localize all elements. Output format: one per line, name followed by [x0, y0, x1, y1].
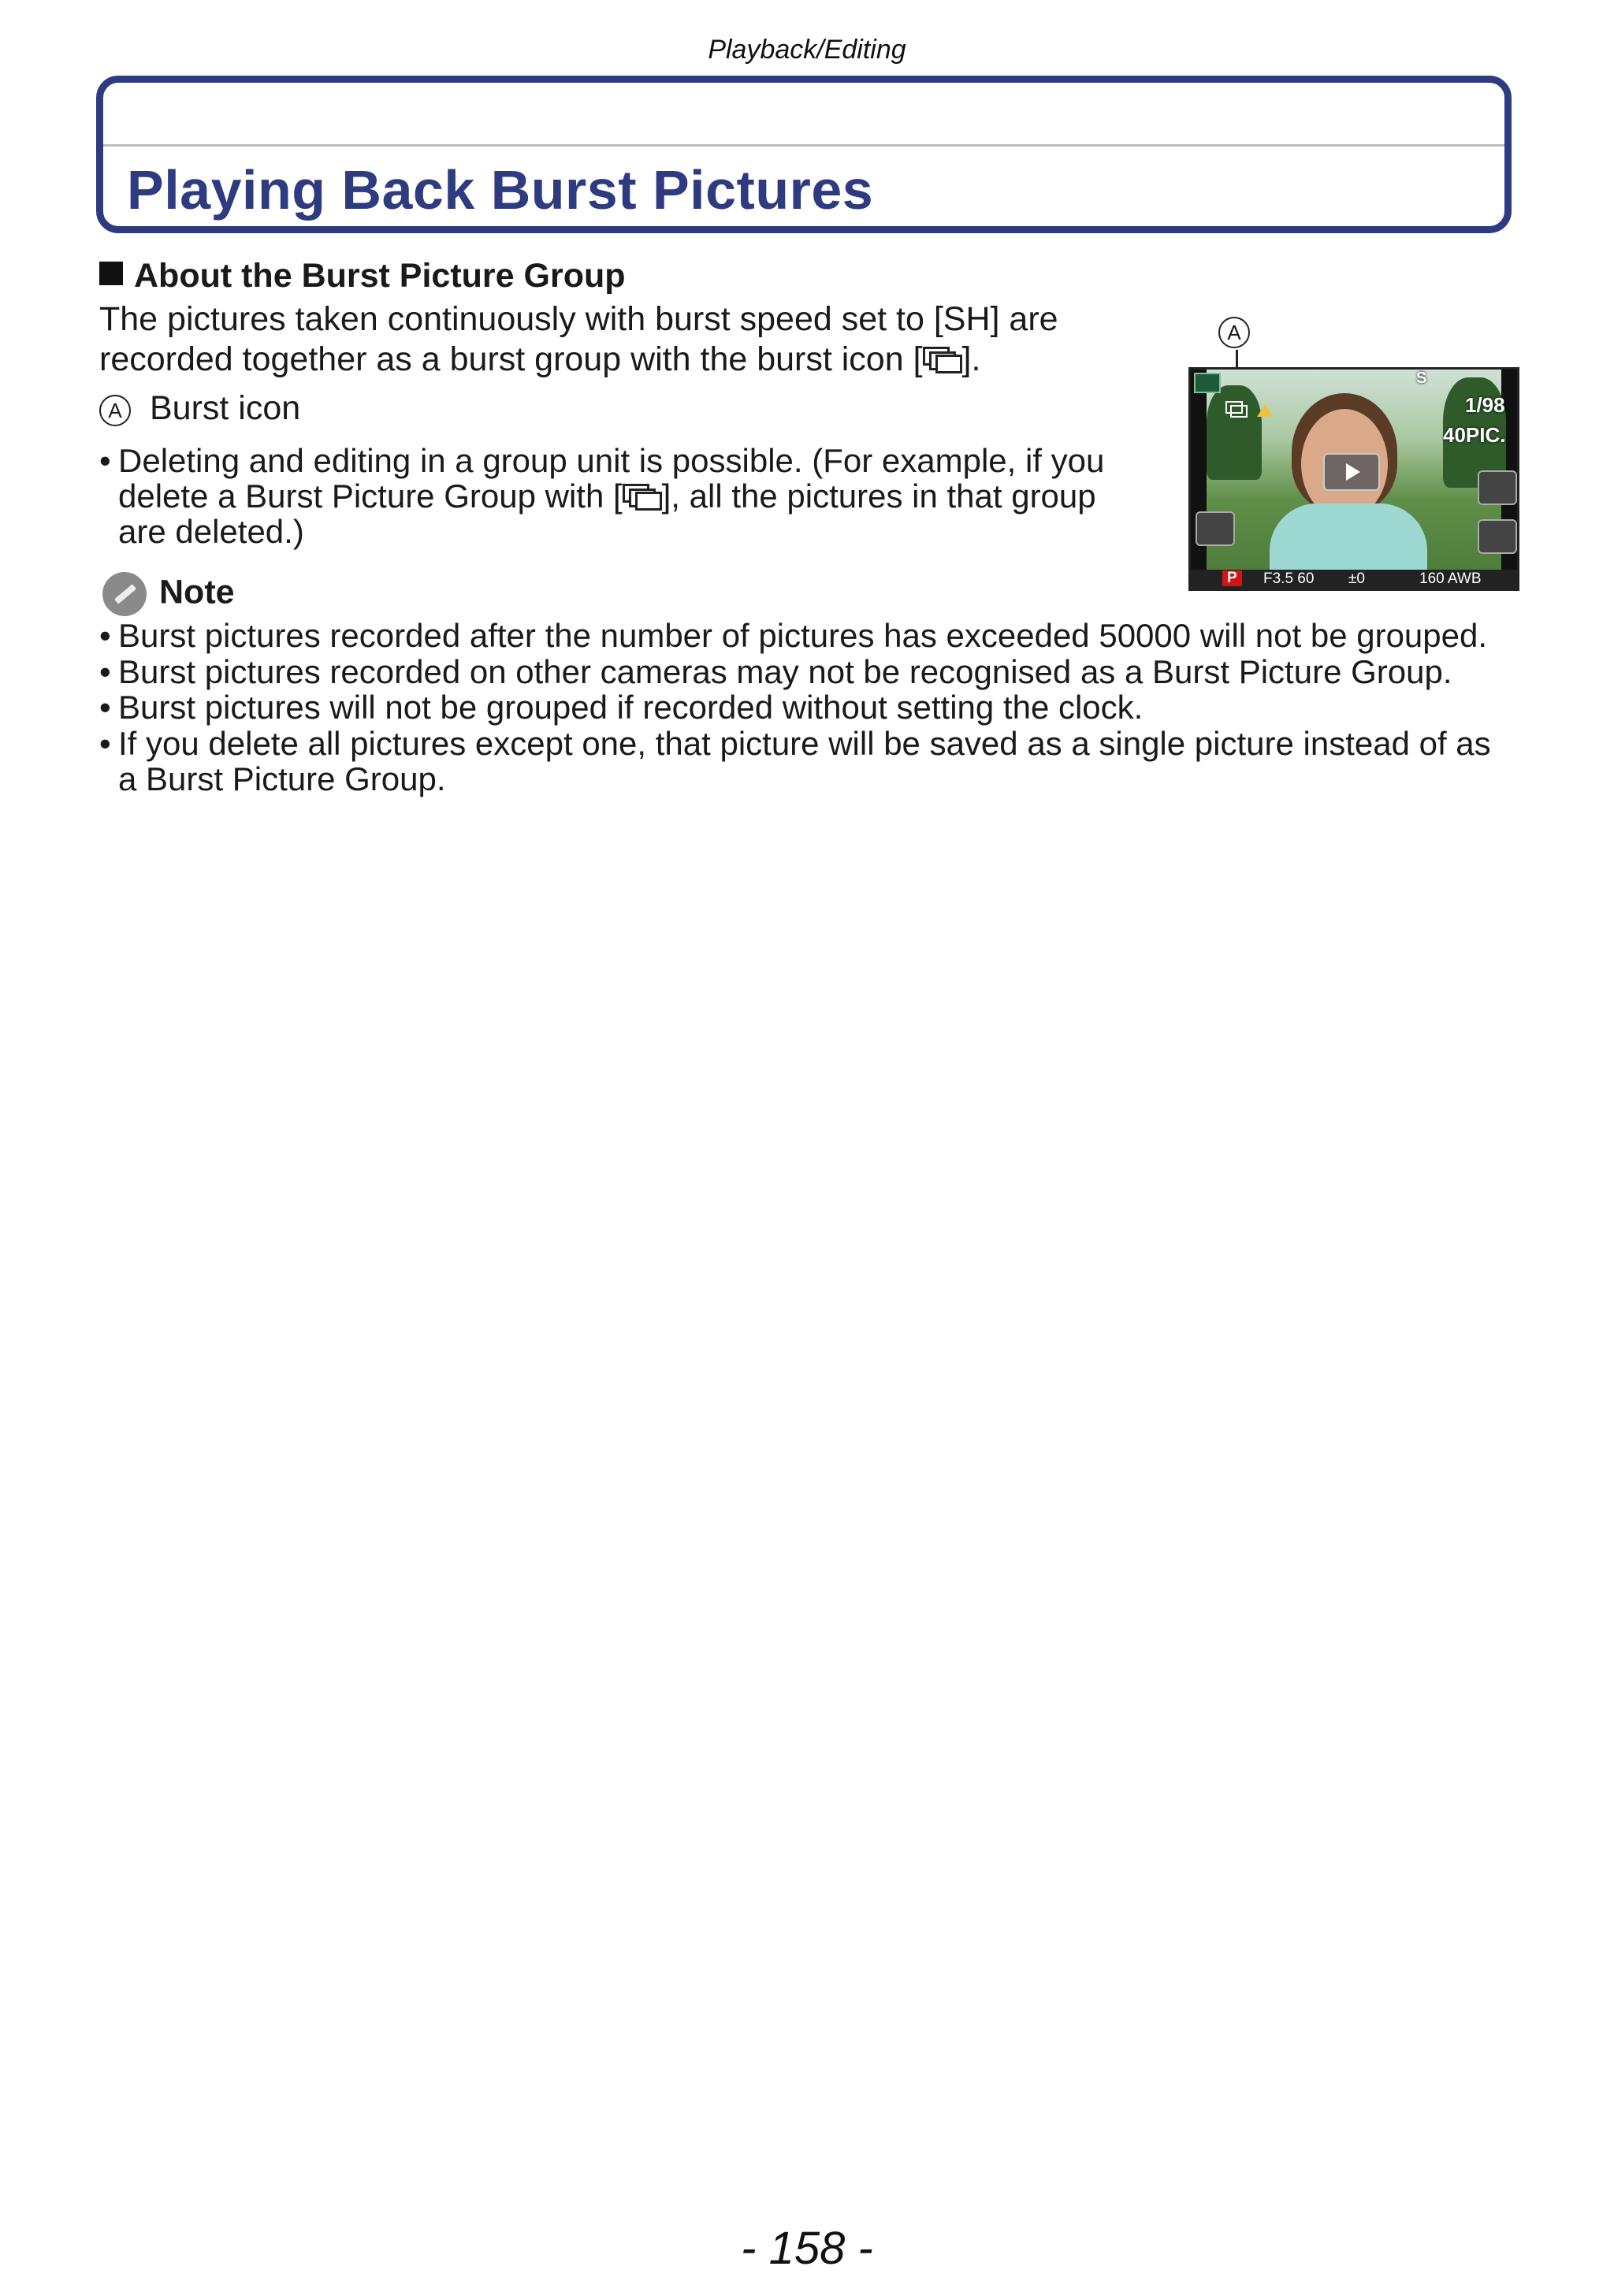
- title-divider: [103, 144, 1504, 147]
- bullet-line-2: [118, 478, 1104, 514]
- group-icon: [1196, 511, 1235, 546]
- page-title: Playing Back Burst Pictures: [127, 159, 874, 221]
- note-heading: [102, 572, 235, 616]
- camera-screen-image: [1188, 367, 1519, 591]
- figure-callout: [1218, 317, 1250, 348]
- list-item: • Burst pictures recorded on other cameras may not be recognised as a Burst Picture Group.: [99, 652, 1452, 690]
- exposure: ±0: [1348, 570, 1365, 587]
- intro-paragraph: [99, 299, 1124, 380]
- bullet-line-3: are deleted.): [118, 513, 304, 550]
- bullet-line-1: Deleting and editing in a group unit is possible. (For example, if you: [118, 442, 1105, 479]
- pencil-icon: [102, 572, 147, 616]
- trash-icon: [1478, 519, 1517, 554]
- square-bullet-icon: [99, 262, 123, 285]
- screen-status-bar: [1191, 570, 1517, 589]
- aperture-shutter: F3.5 60: [1263, 570, 1315, 587]
- note-item-1: Burst pictures recorded after the number of pictures has exceeded 50000 will not be grouped.: [118, 617, 1488, 654]
- figure-callout-marker: A: [1218, 317, 1250, 348]
- page-number: - 158 -: [741, 2223, 873, 2274]
- warning-icon: [1257, 404, 1273, 417]
- section-heading: [99, 257, 626, 295]
- intro-line-1: The pictures taken continuously with burst speed set to [SH] are: [99, 300, 1058, 338]
- note-item-4-line-1: If you delete all pictures except one, that picture will be saved as a single picture instead of as: [118, 724, 1491, 762]
- play-icon: [1323, 453, 1380, 491]
- intro-line-2-pre: recorded together as a burst group with the burst icon [: [99, 340, 923, 378]
- list-item: • Burst pictures will not be grouped if recorded without setting the clock.: [99, 689, 1144, 726]
- list-item: • If you delete all pictures except one, that picture will be saved as a single picture instead of as a Burst Picture Group.: [99, 724, 1491, 797]
- list-item: • Deleting and editing in a group unit is possible. (For example, if you delete a Burst Picture Group with [ ], all the pictures in that group are deleted.): [99, 442, 1105, 550]
- note-heading-text: Note: [159, 573, 235, 611]
- section-heading-text: About the Burst Picture Group: [134, 257, 626, 295]
- note-list: [99, 618, 1518, 797]
- legend-text: Burst icon: [150, 389, 301, 427]
- title-box: [96, 76, 1512, 233]
- burst-icon: [1225, 401, 1252, 422]
- picture-counter: 1/98: [1465, 393, 1505, 417]
- breadcrumb: Playback/Editing: [708, 35, 906, 65]
- bullet-line-2-post: ], all the pictures in that group: [661, 477, 1096, 515]
- iso-wb: 160 AWB: [1419, 570, 1482, 587]
- legend-item: [99, 389, 300, 428]
- list-item: • Burst pictures recorded after the number of pictures has exceeded 50000 will not be grouped.: [99, 617, 1488, 654]
- mode-badge: P: [1222, 570, 1242, 586]
- bullet-list: [99, 443, 1140, 549]
- note-item-2: Burst pictures recorded on other cameras may not be recognised as a Burst Picture Group.: [118, 652, 1452, 690]
- note-item-3: Burst pictures will not be grouped if recorded without setting the clock.: [118, 689, 1144, 726]
- picture-count: 40PIC.: [1443, 423, 1506, 447]
- bullet-line-2-pre: delete a Burst Picture Group with [: [118, 477, 623, 515]
- intro-line-2-post: ].: [961, 340, 981, 378]
- callout-marker: A: [99, 395, 131, 426]
- burst-icon: [923, 347, 962, 373]
- grid-icon: [1478, 470, 1517, 505]
- intro-line-2: [99, 340, 1124, 380]
- top-right-mode: S: [1416, 370, 1427, 387]
- playback-mode-icon: [1194, 373, 1221, 393]
- note-item-4-line-2: a Burst Picture Group.: [118, 760, 446, 797]
- burst-icon: [623, 484, 662, 511]
